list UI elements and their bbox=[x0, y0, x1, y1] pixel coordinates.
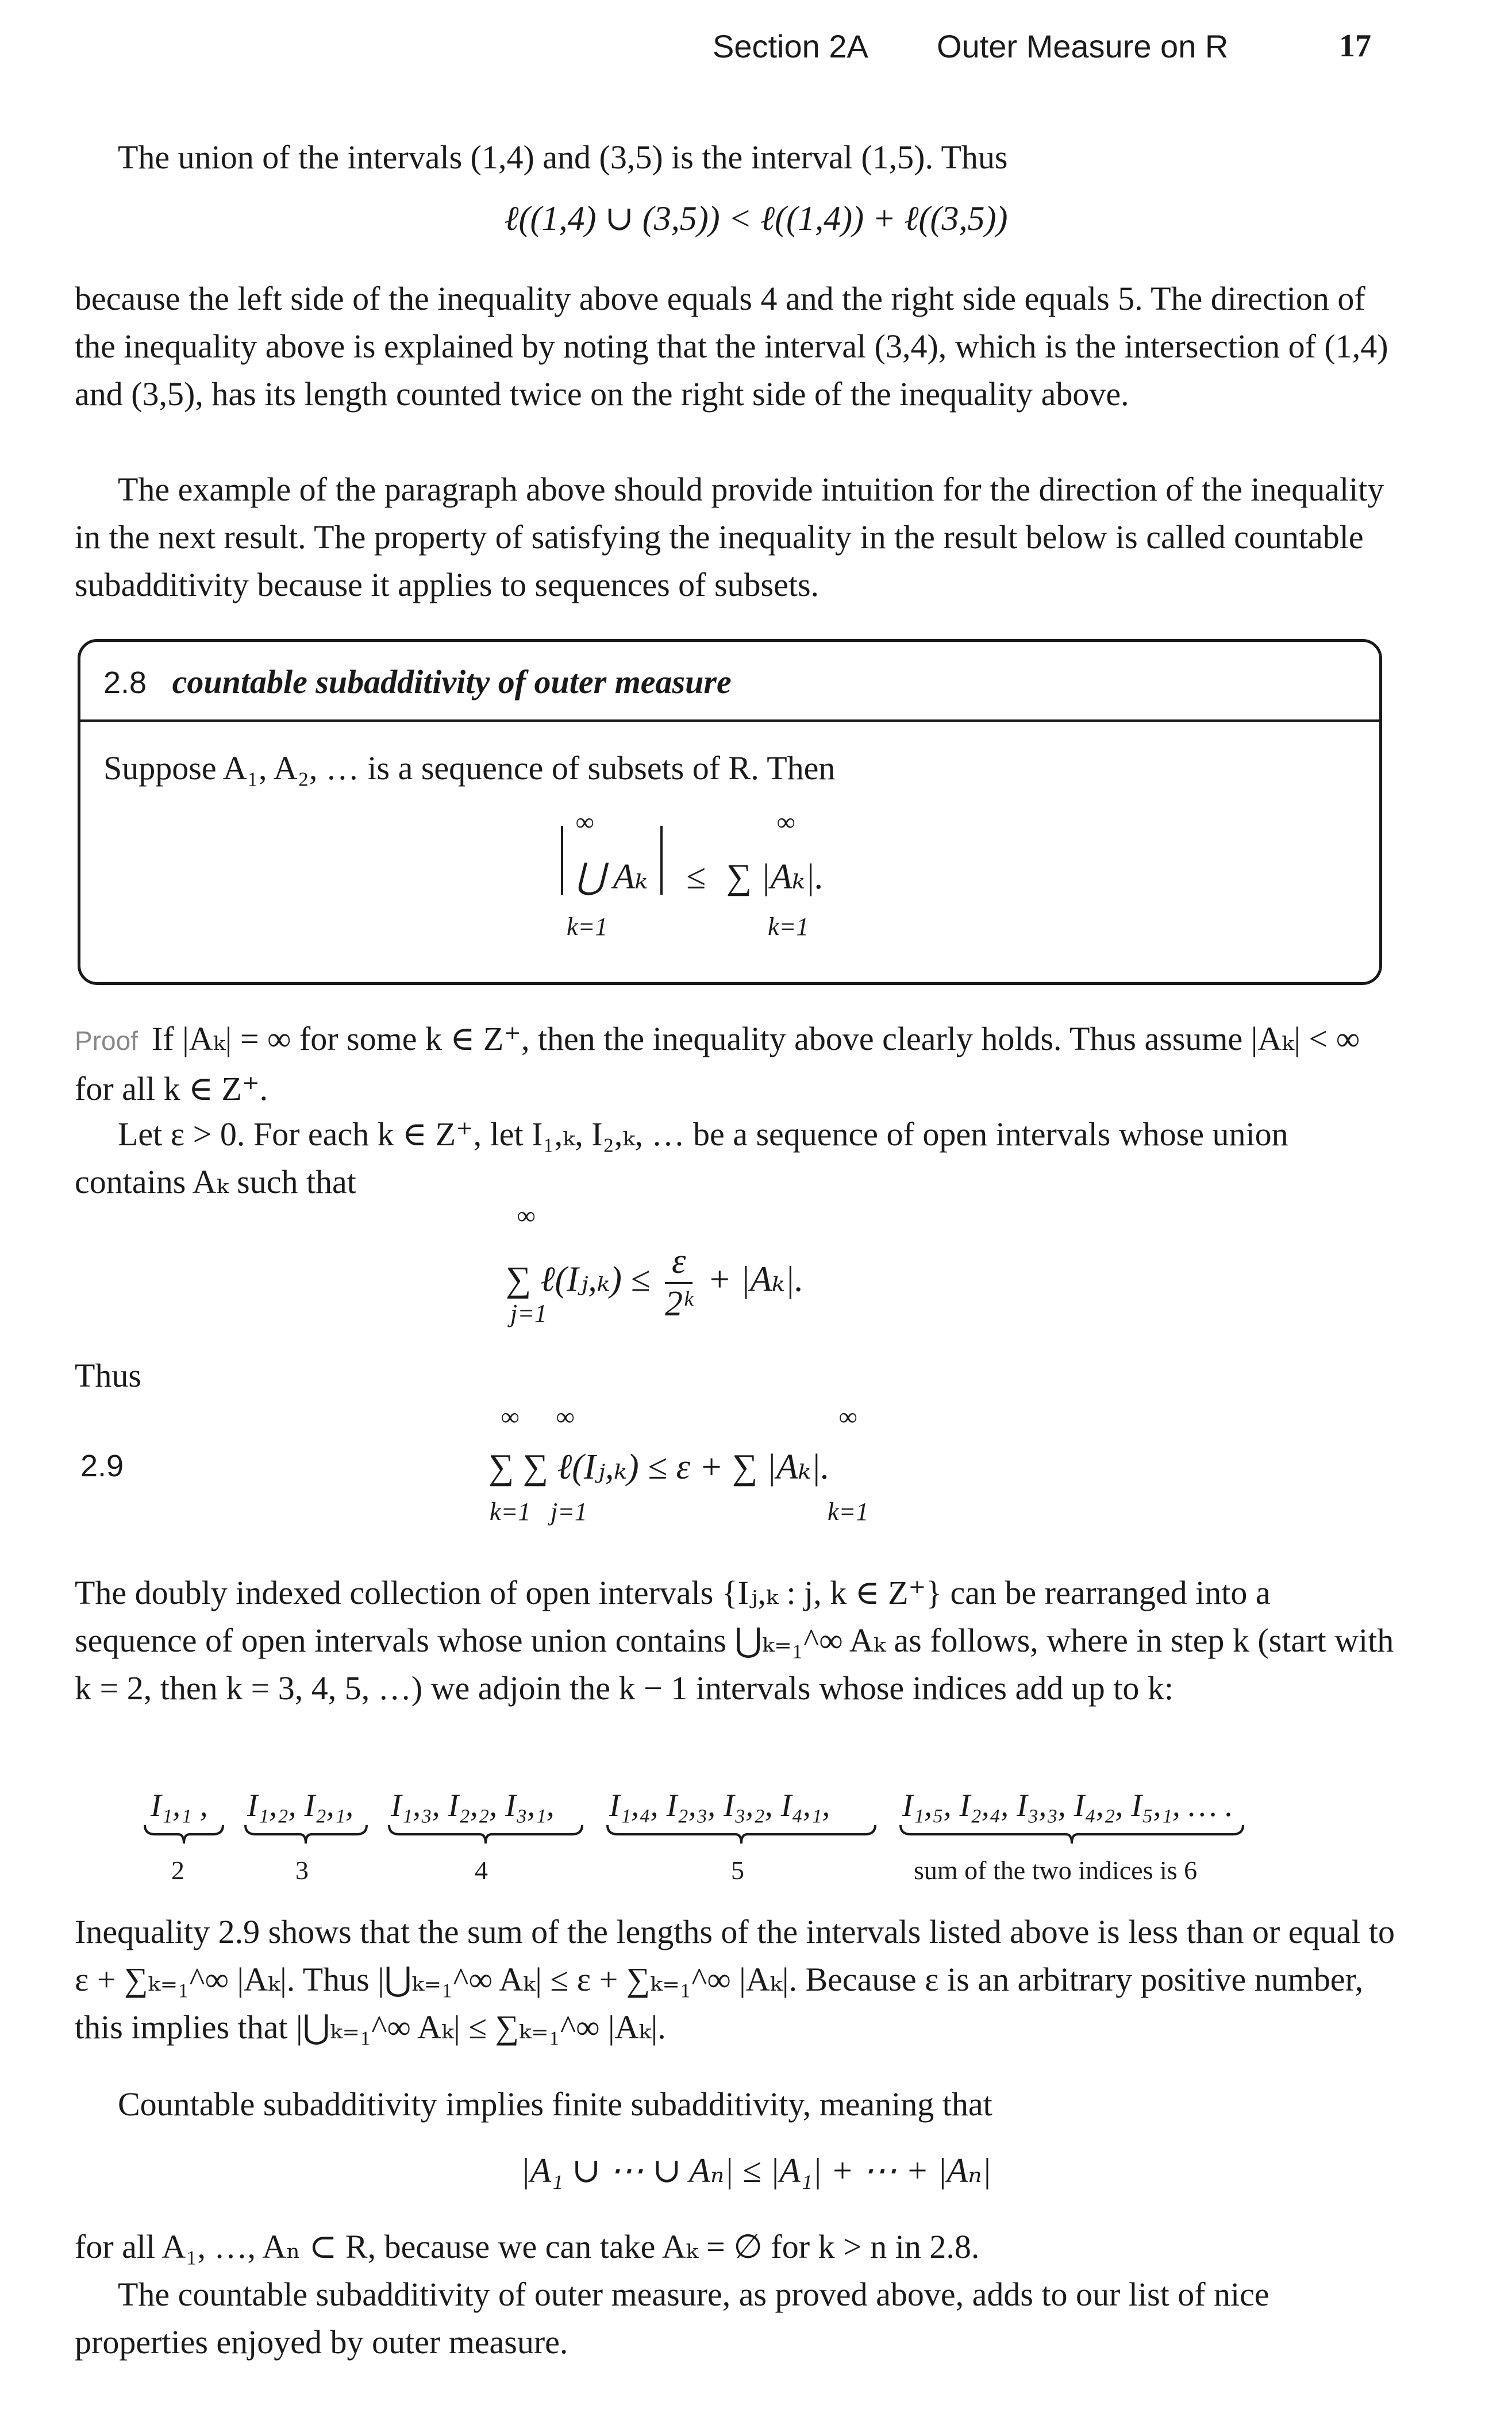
eq-a-upper-limit: ∞ bbox=[517, 1202, 536, 1230]
theorem-heading bbox=[103, 663, 732, 701]
theorem-number: 2.8 bbox=[103, 665, 147, 700]
brace-label-4: 4 bbox=[475, 1856, 488, 1885]
proof-paragraph-1 bbox=[75, 1015, 1396, 1113]
proof-label: Proof bbox=[75, 1026, 138, 1056]
theorem-statement: Suppose A₁, A₂, … is a sequence of subsets of R. Then bbox=[103, 749, 836, 787]
paragraph-conclusion: The countable subadditivity of outer measure, as proved above, adds to our list of nice properties enjoyed by outer measure. bbox=[75, 2276, 1269, 2361]
sum-upper-limit: ∞ bbox=[777, 808, 795, 836]
equation-finite-subadditivity: |A₁ ∪ ⋯ ∪ Aₙ| ≤ |A₁| + ⋯ + |Aₙ| bbox=[520, 2152, 992, 2189]
union-upper-limit: ∞ bbox=[576, 808, 594, 836]
abs-bar bbox=[660, 826, 663, 895]
eq-a-denominator: 2ᵏ bbox=[664, 1284, 693, 1323]
eq-b-upper-limit-3: ∞ bbox=[839, 1403, 857, 1431]
underbrace-6 bbox=[899, 1823, 1244, 1846]
equation-length-union: ℓ((1,4) ∪ (3,5)) < ℓ((1,4)) + ℓ((3,5)) bbox=[504, 199, 1008, 237]
eq-b-lower-limit-1: k=1 bbox=[490, 1498, 531, 1526]
brace-label-2: 2 bbox=[171, 1856, 184, 1885]
paragraph-finite-subadditivity: Countable subadditivity implies finite subadditivity, meaning that bbox=[118, 2085, 992, 2123]
underbrace-3 bbox=[244, 1823, 368, 1846]
proof-text-1: If |Aₖ| = ∞ for some k ∈ Z⁺, then the inequality above clearly holds. Thus assume |Aₖ| < ∞ for all k ∈ Z⁺. bbox=[75, 1020, 1360, 1107]
paragraph-intuition: The example of the paragraph above should provide intuition for the direction of the inequality in the next result. The property of satisfying the inequality in the result below is called countable subadditivity because it applies to sequences of subsets. bbox=[75, 471, 1384, 603]
theorem-divider bbox=[80, 719, 1379, 722]
formula-sum: ∑ |Aₖ|. bbox=[726, 857, 824, 896]
equation-interval-cover bbox=[506, 1241, 803, 1325]
running-header bbox=[713, 28, 1402, 74]
proof-paragraph-3: The doubly indexed collection of open intervals {Iⱼ,ₖ : j, k ∈ Z⁺} can be rearranged into a sequence of open intervals whose union contains ⋃ₖ₌₁^∞ Aₖ as follows, where in step k (start with k = 2, then k = 3, 4, 5, …) we adjoin the k − 1 intervals whose indices add up to k: bbox=[75, 1574, 1394, 1707]
section-title: Outer Measure on R bbox=[937, 28, 1229, 64]
paragraph-finite-condition: for all A₁, …, Aₙ ⊂ R, because we can take Aₖ = ∅ for k > n in 2.8. bbox=[75, 2228, 980, 2265]
theorem-name: countable subadditivity of outer measure bbox=[172, 663, 732, 701]
underbrace-2 bbox=[144, 1823, 224, 1846]
sequence-group-4: I₁,₃, I₂,₂, I₃,₁, bbox=[391, 1788, 555, 1823]
eq-a-fraction bbox=[665, 1241, 692, 1325]
formula-union: ⋃ Aₖ bbox=[575, 857, 648, 896]
eq-b-upper-limit-1: ∞ bbox=[501, 1403, 520, 1431]
eq-a-numerator: ε bbox=[665, 1241, 692, 1284]
proof-paragraph-4: Inequality 2.9 shows that the sum of the lengths of the intervals listed above is less than or equal to ε + ∑ₖ₌₁^∞ |Aₖ|. Thus |⋃ₖ₌₁^∞ Aₖ| ≤ ε + ∑ₖ₌₁^∞ |Aₖ|. Because ε is an arbitrary positive number, this implies that |⋃ₖ₌₁^∞ Aₖ| ≤ ∑ₖ₌₁^∞ |Aₖ|. bbox=[75, 1913, 1395, 2046]
sequence-group-3: I₁,₂, I₂,₁, bbox=[247, 1788, 354, 1823]
section-label: Section 2A bbox=[713, 28, 868, 64]
union-lower-limit: k=1 bbox=[567, 913, 608, 941]
paragraph-explanation: because the left side of the inequality above equals 4 and the right side equals 5. The direction of the inequality above is explained by noting that the interval (3,4), which is the intersection of (1,4) and (3,5), has its length counted twice on the right side of the inequality above. bbox=[75, 280, 1388, 413]
brace-label-5: 5 bbox=[731, 1856, 744, 1885]
underbrace-5 bbox=[606, 1823, 876, 1846]
eq-b-lower-limit-3: k=1 bbox=[828, 1498, 869, 1526]
brace-label-3: 3 bbox=[295, 1856, 309, 1885]
proof-thus: Thus bbox=[75, 1357, 141, 1394]
theorem-box bbox=[78, 639, 1382, 985]
paragraph-union-intervals: The union of the intervals (1,4) and (3,5) is the interval (1,5). Thus bbox=[118, 138, 1008, 176]
eq-a-right: + |Aₖ|. bbox=[707, 1260, 804, 1299]
page-number: 17 bbox=[1339, 28, 1371, 64]
eq-b-lower-limit-2: j=1 bbox=[551, 1498, 587, 1526]
equation-number-2-9: 2.9 bbox=[80, 1449, 124, 1483]
sum-lower-limit: k=1 bbox=[768, 913, 809, 941]
sequence-group-6: I₁,₅, I₂,₄, I₃,₃, I₄,₂, I₅,₁, … . bbox=[902, 1788, 1233, 1823]
underbrace-4 bbox=[388, 1823, 583, 1846]
formula-leq: ≤ bbox=[686, 857, 706, 896]
eq-a-lower-limit: j=1 bbox=[510, 1299, 547, 1327]
equation-2-9: ∑ ∑ ℓ(Iⱼ,ₖ) ≤ ε + ∑ |Aₖ|. bbox=[488, 1448, 830, 1487]
eq-b-upper-limit-2: ∞ bbox=[556, 1403, 575, 1431]
proof-paragraph-2: Let ε > 0. For each k ∈ Z⁺, let I₁,ₖ, I₂,ₖ, … be a sequence of open intervals whose union contains Aₖ such that bbox=[75, 1115, 1288, 1200]
sequence-group-2: I₁,₁ , bbox=[151, 1788, 208, 1823]
sequence-group-5: I₁,₄, I₂,₃, I₃,₂, I₄,₁, bbox=[609, 1788, 830, 1823]
brace-label-6: sum of the two indices is 6 bbox=[914, 1856, 1198, 1885]
abs-bar bbox=[561, 826, 563, 895]
eq-a-left: ∑ ℓ(Iⱼ,ₖ) ≤ bbox=[506, 1260, 651, 1299]
